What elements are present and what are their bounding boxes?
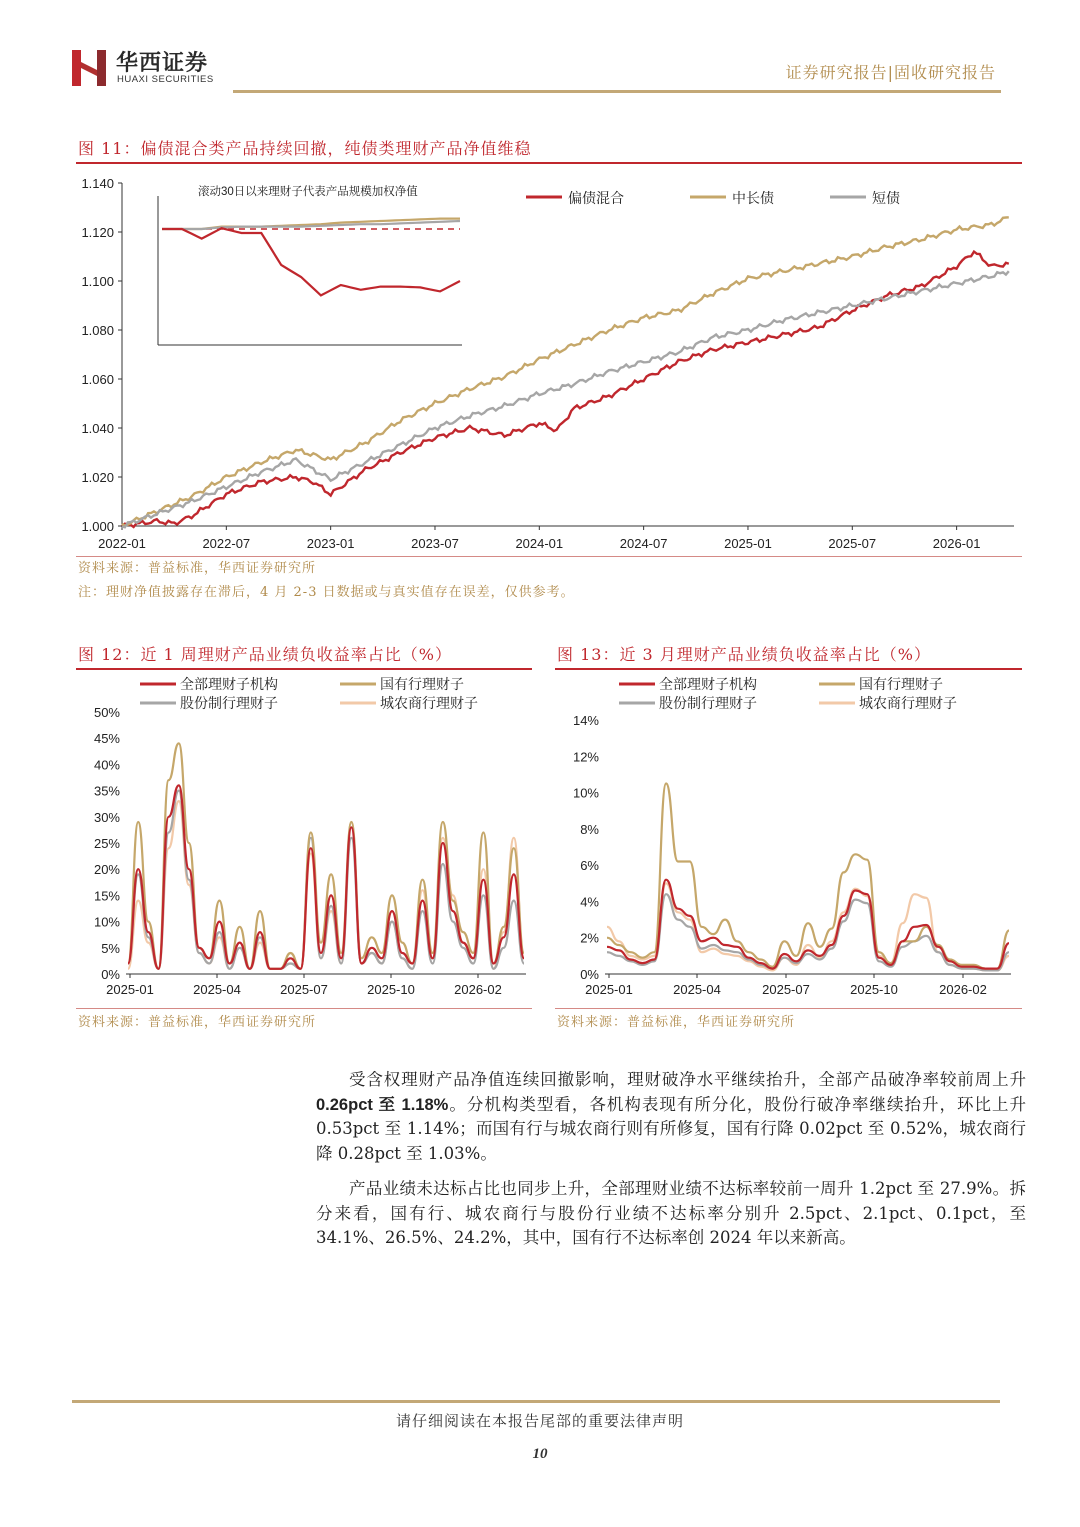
- f13-y-tick-label: 2%: [580, 930, 599, 946]
- f12-legend-label: 城农商行理财子: [380, 695, 478, 711]
- fig11-note: 注：理财净值披露存在滞后，4 月 2-3 日数据或与真实值存在误差，仅供参考。: [78, 585, 575, 600]
- fig12-source: 资料来源：普益标准，华西证券研究所: [78, 1015, 317, 1030]
- f13-y-tick-label: 14%: [572, 713, 599, 728]
- fig11-source: 资料来源：普益标准，华西证券研究所: [78, 561, 317, 576]
- p2-run: 产品业绩未达标占比也同步上升，全部理财业绩不达标率较前一周升 1.2pct 至 27.9%。拆分来看，国有行、城农商行与股份行业绩不达标率分别升 2.5pct、2.1pct、0.1pct，至 34.1%、26.5%、24.2%，其中，国有行不达标率创 2024 年以来新高。: [316, 1179, 1026, 1247]
- f12-y-tick-label: 45%: [93, 731, 120, 747]
- fig12-chart: [76, 672, 534, 1008]
- f13-x-tick-label: 2025-04: [673, 982, 721, 997]
- fig13-source: 资料来源：普益标准，华西证券研究所: [557, 1015, 796, 1030]
- fig13-title: 图 13：近 3 月理财产品业绩负收益率占比（%）: [557, 645, 932, 664]
- f13-y-tick-label: 0%: [580, 967, 599, 982]
- analysis-text: [316, 1068, 1026, 1251]
- fig11-y-tick-label: 1.140: [81, 176, 114, 191]
- fig11-series-line: [122, 252, 1009, 527]
- logo-name-en: HUAXI SECURITIES: [117, 74, 214, 85]
- f13-x-tick-label: 2025-01: [585, 982, 633, 997]
- f12-y-tick-label: 50%: [93, 705, 120, 720]
- fig12-bottom-rule: [76, 1008, 532, 1009]
- f13-x-tick-label: 2026-02: [939, 982, 987, 997]
- fig13-bottom-rule: [555, 1008, 1022, 1009]
- f12-x-tick-label: 2025-01: [106, 982, 154, 997]
- f13-x-tick-label: 2025-07: [762, 982, 810, 997]
- fig11-y-tick-label: 1.060: [81, 372, 114, 387]
- f13-y-tick-label: 10%: [572, 785, 599, 801]
- footer-divider: [72, 1400, 1000, 1403]
- fig11-legend-label: 短债: [872, 190, 900, 206]
- f13-y-tick-label: 12%: [572, 749, 599, 765]
- f13-series-line: [607, 883, 1009, 970]
- f12-x-tick-label: 2025-10: [367, 982, 415, 997]
- f12-x-tick-label: 2025-07: [280, 982, 328, 997]
- f13-legend-label: 城农商行理财子: [859, 695, 957, 711]
- fig13-title-rule: [555, 668, 1022, 670]
- f12-y-tick-label: 35%: [93, 783, 120, 799]
- fig11-x-tick-label: 2023-01: [306, 536, 355, 551]
- fig11-y-tick-label: 1.120: [81, 225, 114, 240]
- fig11-y-tick-label: 1.000: [81, 519, 114, 534]
- fig11-series-line: [122, 217, 1009, 525]
- fig11-legend-label: 中长债: [732, 190, 774, 206]
- footer-disclaimer: 请仔细阅读在本报告尾部的重要法律声明: [395, 1412, 684, 1430]
- f13-y-tick-label: 8%: [580, 821, 599, 837]
- report-type: 证券研究报告|固收研究报告: [785, 63, 996, 82]
- inset-series-line: [162, 228, 460, 295]
- f12-y-tick-label: 40%: [93, 757, 120, 773]
- header-divider: [233, 90, 1001, 93]
- fig11-x-tick-label: 2024-01: [515, 536, 564, 551]
- f12-y-tick-label: 0%: [101, 967, 120, 982]
- paragraph-2: [316, 1177, 1026, 1251]
- f12-legend-label: 股份制行理财子: [180, 695, 278, 711]
- fig11-x-tick-label: 2023-07: [411, 536, 459, 551]
- f12-y-tick-label: 5%: [101, 940, 120, 956]
- fig11-x-tick-label: 2022-01: [98, 536, 146, 551]
- fig11-title: 图 11：偏债混合类产品持续回撤，纯债类理财产品净值维稳: [78, 139, 532, 158]
- f13-legend-label: 股份制行理财子: [659, 695, 757, 711]
- fig11-x-tick-label: 2022-07: [202, 536, 251, 551]
- fig12-title-rule: [76, 668, 532, 670]
- f13-legend-label: 全部理财子机构: [659, 676, 757, 692]
- f12-legend-label: 全部理财子机构: [180, 676, 278, 692]
- p1-run: 受含权理财产品净值连续回撤影响，理财破净水平继续抬升，全部产品破净率较前周上升: [349, 1070, 1026, 1089]
- paragraph-1: [316, 1068, 1026, 1166]
- logo-mark-icon: [72, 50, 106, 86]
- f12-x-tick-label: 2025-04: [193, 982, 241, 997]
- fig11-x-tick-label: 2024-07: [619, 536, 668, 551]
- p1-run: 。分机构类型看，各机构表现有所分化，股份行破净率继续抬升，环比上升 0.53pct 至 1.14%；而国有行与城农商行则有所修复，国有行降 0.02pct 至 0.52%，城农商行降 0.28pct 至 1.03%。: [316, 1094, 1027, 1163]
- f13-legend-label: 国有行理财子: [859, 676, 943, 692]
- page-number: 10: [532, 1446, 548, 1462]
- fig11-series-line: [122, 271, 1009, 527]
- fig11-x-tick-label: 2025-01: [724, 536, 772, 551]
- f13-series-line: [607, 784, 1009, 969]
- f12-y-tick-label: 25%: [93, 836, 120, 851]
- f12-y-tick-label: 10%: [93, 914, 120, 930]
- fig11-y-tick-label: 1.080: [81, 323, 114, 338]
- fig11-x-tick-label: 2026-01: [932, 536, 981, 551]
- f12-x-tick-label: 2026-02: [454, 982, 502, 997]
- logo-name-cn: 华西证券: [116, 50, 209, 76]
- f13-y-tick-label: 4%: [580, 894, 599, 910]
- fig11-y-tick-label: 1.020: [81, 470, 114, 485]
- f13-x-tick-label: 2025-10: [850, 982, 898, 997]
- fig11-y-tick-label: 1.040: [81, 421, 114, 436]
- fig11-y-tick-label: 1.100: [81, 274, 114, 289]
- fig13-chart: [555, 672, 1025, 1008]
- fig11-title-rule: [76, 162, 1022, 164]
- f12-legend-label: 国有行理财子: [380, 676, 464, 692]
- p1-run: 0.26pct 至 1.18%: [316, 1095, 449, 1114]
- fig11-chart: [70, 168, 1030, 558]
- f12-y-tick-label: 20%: [93, 862, 120, 878]
- f12-y-tick-label: 30%: [93, 809, 120, 825]
- f13-y-tick-label: 6%: [580, 858, 599, 874]
- fig11-legend-label: 偏债混合: [568, 190, 624, 206]
- f12-y-tick-label: 15%: [93, 888, 120, 904]
- inset-title: 滚动30日以来理财子代表产品规模加权净值: [198, 186, 418, 198]
- fig12-title: 图 12：近 1 周理财产品业绩负收益率占比（%）: [78, 645, 453, 664]
- fig11-x-tick-label: 2025-07: [828, 536, 877, 551]
